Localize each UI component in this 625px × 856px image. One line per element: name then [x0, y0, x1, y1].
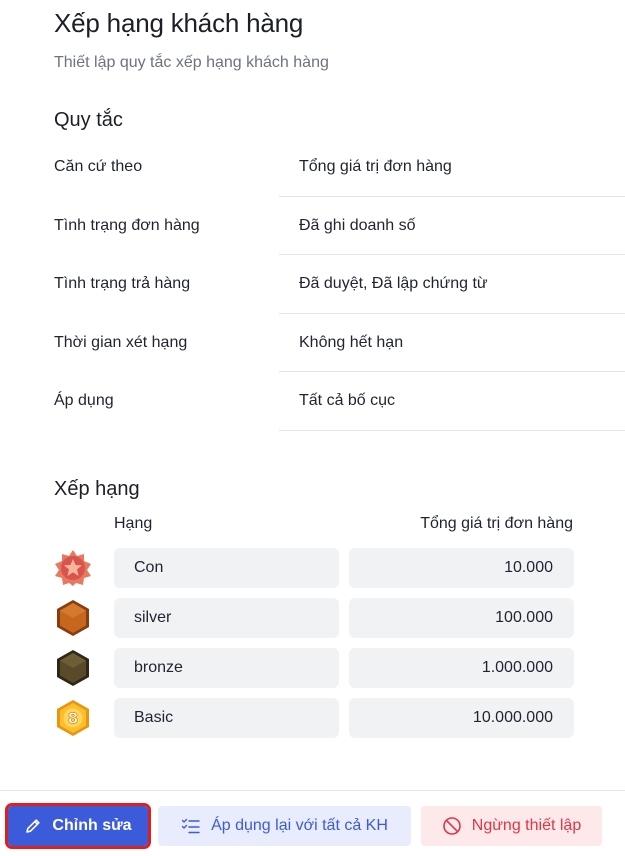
rule-row-evaluation-time: [0, 314, 625, 373]
stop-button-label: Ngừng thiết lập: [471, 817, 582, 834]
rule-value: Đã ghi doanh số: [299, 216, 416, 234]
rank-row: [0, 648, 625, 688]
rule-label: Áp dụng: [54, 392, 114, 409]
divider: [279, 430, 625, 431]
stop-setup-button[interactable]: [421, 806, 602, 846]
rank-row: [0, 698, 625, 738]
rank-name-field: Basic: [114, 698, 339, 738]
page-subtitle: Thiết lập quy tắc xếp hạng khách hàng: [54, 54, 329, 71]
rule-row-apply-scope: [0, 372, 625, 431]
rule-label: Thời gian xét hạng: [54, 333, 188, 351]
page-title: Xếp hạng khách hàng: [54, 8, 304, 38]
gold-number-badge-icon: [54, 699, 92, 737]
ban-icon: [442, 816, 462, 836]
rule-label: Tình trạng trả hàng: [54, 275, 191, 292]
rule-row-basis: [0, 138, 625, 197]
rule-label: Tình trạng đơn hàng: [54, 216, 200, 234]
footer-divider: [0, 790, 625, 791]
red-star-badge-icon: [54, 549, 92, 587]
rule-label: Căn cứ theo: [54, 158, 143, 175]
badge-number: 8: [67, 709, 79, 728]
rank-row: [0, 548, 625, 588]
rule-value: Tổng giá trị đơn hàng: [299, 158, 452, 175]
rank-name-field: bronze: [114, 648, 339, 688]
rank-name-field: Con: [114, 548, 339, 588]
rule-value: Đã duyệt, Đã lập chứng từ: [299, 275, 488, 292]
rule-value: Tất cả bố cục: [299, 392, 396, 409]
rank-column-header-name: Hạng: [114, 515, 153, 532]
rank-row: [0, 598, 625, 638]
reapply-button-label: Áp dụng lại với tất cả KH: [211, 817, 388, 834]
rank-value-field: 1.000.000: [349, 648, 574, 688]
reapply-all-customers-button[interactable]: [158, 806, 411, 846]
rules-section-title: Quy tắc: [54, 109, 123, 131]
rule-value: Không hết hạn: [299, 333, 404, 351]
dark-bronze-hexagon-icon: [54, 649, 92, 687]
ranks-section-title: Xếp hạng: [54, 478, 140, 500]
copper-hexagon-icon: [54, 599, 92, 637]
rank-value-field: 10.000: [349, 548, 574, 588]
rule-row-return-status: [0, 255, 625, 314]
rank-value-field: 100.000: [349, 598, 574, 638]
pencil-icon: [24, 817, 42, 835]
rules-list: [0, 138, 625, 431]
edit-button[interactable]: [8, 806, 148, 846]
edit-button-label: Chỉnh sửa: [52, 817, 132, 834]
rank-value-field: 10.000.000: [349, 698, 574, 738]
rank-name-field: silver: [114, 598, 339, 638]
rank-column-header-value: Tổng giá trị đơn hàng: [420, 515, 573, 532]
rule-row-order-status: [0, 197, 625, 256]
checklist-icon: [181, 817, 201, 835]
